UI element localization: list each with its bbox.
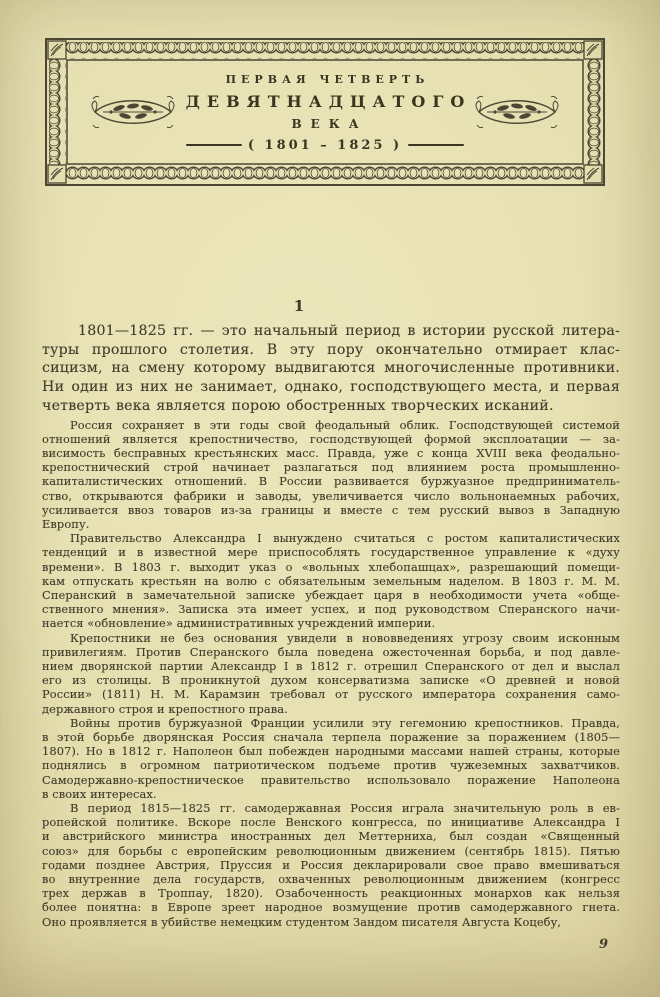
paragraph xyxy=(42,418,620,532)
text-line: более понятна: в Европе зреет народное возмущение против самодержавного гнета. xyxy=(42,900,620,915)
text-line: нием дворянской партии Александр I в 1812 г. отрешил Сперанского от дел и выслал xyxy=(42,658,620,673)
text-line: крепостнический строй начинает разлагаться под влиянием роста промышленно- xyxy=(42,460,620,475)
dash-rule-left xyxy=(186,144,242,146)
text-line: кам отпускать крестьян на волю с обязательным земельным наделом. В 1803 г. М. М. xyxy=(42,573,620,588)
text-line: 1801—1825 гг. — это начальный период в истории русской литера- xyxy=(78,323,620,339)
text-line: Оно проявляется в убийстве немецким студентом Зандом писателя Августа Коцебу, xyxy=(42,914,562,929)
paragraph xyxy=(42,801,620,929)
dash-rule-right xyxy=(408,144,464,146)
text-line: времени». В 1803 г. выходит указ о «вольных хлебопашцах», разрешающий помещи- xyxy=(42,559,620,574)
text-line: его из столицы. В проникнутой духом консерватизма записке «О древней и новой xyxy=(42,673,620,688)
text-line: союз» для борьбы с европейским революционным движением (сентябрь 1815). Пятью xyxy=(42,843,620,858)
text-line: Сперанский в замечательной записке убеждает царя в необходимости учета «обще- xyxy=(42,587,620,602)
chapter-banner xyxy=(45,38,605,185)
page-number: 9 xyxy=(598,937,608,952)
text-line: в этой борьбе дворянская Россия сначала терпела поражение за поражением (1805— xyxy=(42,729,620,744)
text-line: Самодержавно-крепостническое правительство использовало поражение Наполеона xyxy=(42,772,620,787)
text-line: ственного мнения». Записка эта имеет успех, и под руководством Сперанского начи- xyxy=(42,602,620,617)
text-line: Правительство Александра I вынуждено считаться с ростом капиталистических xyxy=(70,531,620,546)
text-line: Войны против буржуазной Франции усилили эту гегемонию крепостников. Правда, xyxy=(70,715,620,730)
text-line: Европу. xyxy=(42,516,90,531)
banner-dates: ( 1801 – 1825 ) xyxy=(247,137,403,153)
text-line: привилегиям. Против Сперанского была поведена ожесточенная борьба, и под давле- xyxy=(42,644,620,659)
text-line: в своих интересах. xyxy=(42,786,157,801)
text-line: 1807). Но в 1812 г. Наполеон был побежден народными массами нашей страны, которые xyxy=(42,744,620,759)
text-line: отношений является крепостничество, господствующей формой эксплоатации — за- xyxy=(42,431,620,446)
paragraph xyxy=(42,531,620,630)
section-number: 1 xyxy=(293,297,305,315)
text-line: Россия сохраняет в эти годы свой феодальный облик. Господствующей системой xyxy=(70,417,620,432)
text-line: капиталистических отношений. В России развивается буржуазное предприниматель- xyxy=(42,474,620,489)
laurel-ornament-right-icon xyxy=(473,91,561,133)
text-line: усиливается ввоз товаров из-за границы и вместе с тем русский вывоз в Западную xyxy=(42,502,620,517)
text-line: России» (1811) Н. М. Карамзин требовал от русского императора сохранения само- xyxy=(42,687,620,702)
text-line: ропейской политике. Вскоре после Венского конгресса, по инициативе Александра I xyxy=(42,815,620,830)
text-line: нается «обновление» административных учреждений империи. xyxy=(42,616,436,631)
text-line: во внутренние дела государств, охваченных революционным движением (конгресс xyxy=(42,872,620,887)
text-line: годами позднее Австрия, Пруссия и Россия декларировали свое право вмешиваться xyxy=(42,857,620,872)
text-line: Ни один из них не занимает, однако, господствующего места, и первая xyxy=(42,379,620,396)
paragraph xyxy=(42,322,620,416)
text-line: четверть века является порою обостренных творческих исканий. xyxy=(42,397,554,414)
banner-dates-row xyxy=(186,138,464,153)
text-line: и австрийского министра иностранных дел Меттерниха, был создан «Священный xyxy=(42,829,620,844)
paragraphs-container xyxy=(42,322,620,929)
paragraph xyxy=(42,716,620,801)
text-line: державного строя и крепостного права. xyxy=(42,701,288,716)
text-line: сицизм, на смену которому выдвигаются многочисленные противники. xyxy=(42,360,620,377)
paragraph xyxy=(42,631,620,716)
banner-title-line2: ДЕВЯТНАДЦАТОГО xyxy=(185,91,472,111)
text-line: трех держав в Троппау, 1820). Озабоченность реакционных монархов как нельзя xyxy=(42,886,620,901)
text-line: поднялись в огромном патриотическом подъеме против чужеземных захватчиков. xyxy=(42,758,620,773)
banner-title xyxy=(175,62,475,163)
text-line: висимость бесправных крестьянских масс. Правда, уже с конца XVIII века феодально- xyxy=(42,445,620,460)
text-line: В период 1815—1825 гг. самодержавная Россия играла значительную роль в ев- xyxy=(70,801,620,815)
text-line: Крепостники не без основания увидели в нововведениях угрозу своим исконным xyxy=(70,630,620,645)
banner-title-line1: ПЕРВАЯ ЧЕТВЕРТЬ xyxy=(225,72,430,86)
body-text xyxy=(42,297,620,929)
laurel-ornament-left-icon xyxy=(89,91,177,133)
text-line: ство, открываются фабрики и заводы, увеличивается число вольнонаемных рабочих, xyxy=(42,488,620,503)
banner-title-line3: ВЕКА xyxy=(291,116,368,131)
text-line: тенденций и в известной мере приспособлять государственное управление к «духу xyxy=(42,545,620,560)
text-line: туры прошлого столетия. В эту пору окончательно отмирает клас- xyxy=(42,341,620,358)
